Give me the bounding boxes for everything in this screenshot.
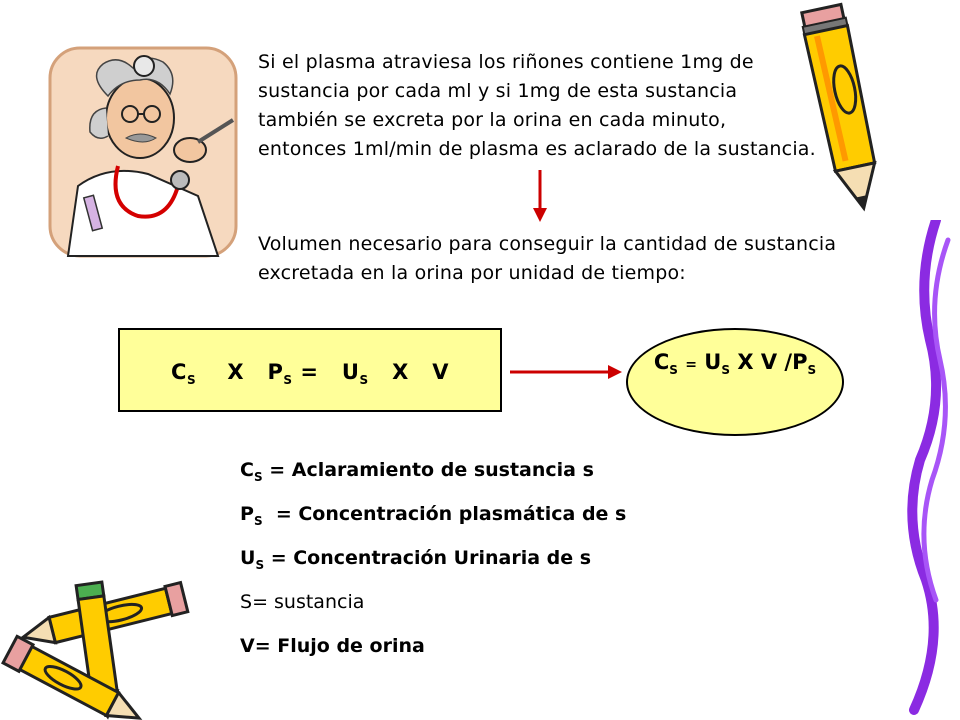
result-ellipse bbox=[626, 328, 844, 436]
formula-box bbox=[118, 328, 502, 412]
down-arrow bbox=[530, 170, 550, 224]
definition-clearance: $C_S$ = Aclaramiento de sustancia s bbox=[240, 459, 594, 484]
clearance-equation: $C_S$ X $P_S$ = $U_S$ X V bbox=[171, 360, 449, 387]
definition-urine-flow: V= Flujo de orina bbox=[240, 635, 425, 657]
right-arrow bbox=[510, 362, 624, 382]
result-equation: $C_S = U_S$ X V $/P_S$ bbox=[653, 350, 817, 377]
c-symbol: C bbox=[171, 360, 187, 384]
definition-plasma-concentration: $P_S$ = Concentración plasmática de s bbox=[240, 503, 627, 528]
definitions-list bbox=[240, 452, 626, 672]
definition-substance: S= sustancia bbox=[240, 591, 365, 613]
intro-paragraph: Si el plasma atraviesa los riñones contiene 1mg de sustancia por cada ml y si 1mg de esta sustancia también se excreta por la orina en cada minuto, entonces 1ml/min de plasma es aclarado de la sustancia. bbox=[258, 51, 816, 160]
pencil-icon-top-right bbox=[800, 0, 890, 230]
volume-paragraph: Volumen necesario para conseguir la cantidad de sustancia excretada en la orina por unidad de tiempo: bbox=[258, 233, 837, 284]
pencils-icon-bottom-left bbox=[0, 575, 200, 720]
doctor-illustration bbox=[48, 46, 238, 258]
purple-scribble bbox=[896, 220, 960, 720]
definition-urinary-concentration: $U_S$ = Concentración Urinaria de s bbox=[240, 547, 592, 572]
